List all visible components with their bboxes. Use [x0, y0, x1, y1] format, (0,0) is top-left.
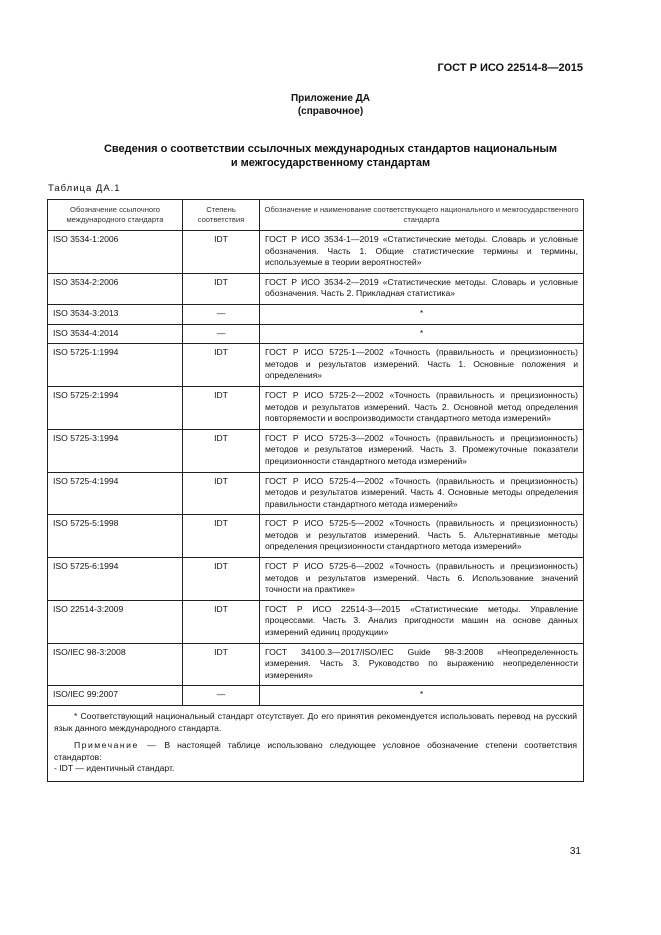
degree-cell: IDT [183, 344, 260, 387]
national-standard-cell: ГОСТ Р ИСО 5725-2—2002 «Точность (правильность и прецизионность) методов и результатов измерений. Часть 2. Основной метод определения повторяемости и воспроизводимости стандартного метода измерений» [260, 386, 584, 429]
degree-cell: — [183, 324, 260, 344]
national-standard-cell: * [260, 324, 584, 344]
table-caption: Таблица ДА.1 [48, 183, 121, 194]
table-footnote: * Соответствующий национальный стандарт отсутствует. До его принятия рекомендуется использовать перевод на русский язык данного международного стандарта. [54, 711, 577, 733]
table-row [48, 344, 584, 387]
section-heading-line-2: и межгосударственному стандартам [230, 157, 431, 169]
note-text: В настоящей таблице использовано следующее условное обозначение степени соответствия стандартов: [54, 740, 577, 762]
iso-standard-cell: ISO 5725-5:1998 [48, 515, 183, 558]
table-row [48, 273, 584, 304]
degree-cell: IDT [183, 600, 260, 643]
iso-standard-cell: ISO 5725-4:1994 [48, 472, 183, 515]
note-item: - IDT — идентичный стандарт. [54, 763, 175, 774]
degree-cell: IDT [183, 515, 260, 558]
table-row [48, 686, 584, 706]
appendix-subtitle: (справочное) [297, 106, 364, 117]
degree-cell: IDT [183, 231, 260, 274]
degree-cell: IDT [183, 273, 260, 304]
table-row [48, 600, 584, 643]
appendix-title: Приложение ДА [290, 93, 371, 104]
column-header-iso: Обозначение ссылочного международного стандарта [48, 200, 183, 231]
national-standard-cell: ГОСТ Р ИСО 3534-2—2019 «Статистические методы. Словарь и условные обозначения. Часть 2. Прикладная статистика» [260, 273, 584, 304]
national-standard-cell: ГОСТ Р ИСО 5725-4—2002 «Точность (правильность и прецизионность) методов и результатов измерений. Часть 4. Основные методы определения правильности стандартного метода измерений» [260, 472, 584, 515]
iso-standard-cell: ISO 3534-3:2013 [48, 304, 183, 324]
national-standard-cell: * [260, 304, 584, 324]
table-footer-cell [48, 706, 584, 782]
table-note [54, 740, 577, 763]
table-row [48, 558, 584, 601]
table-row [48, 304, 584, 324]
note-label: Примечание — [74, 740, 158, 751]
iso-standard-cell: ISO/IEC 99:2007 [48, 686, 183, 706]
national-standard-cell: ГОСТ Р ИСО 3534-1—2019 «Статистические методы. Словарь и условные обозначения. Часть 1. Общие статистические термины и термины, используемые в теории вероятностей» [260, 231, 584, 274]
national-standard-cell: ГОСТ Р ИСО 5725-5—2002 «Точность (правильность и прецизионность) методов и результатов измерений. Часть 5. Альтернативные методы определения прецизионности стандартного метода измерений» [260, 515, 584, 558]
iso-standard-cell: ISO/IEC 98-3:2008 [48, 643, 183, 686]
page-number: 31 [569, 846, 581, 857]
iso-standard-cell: ISO 3534-4:2014 [48, 324, 183, 344]
table-header-row [48, 200, 584, 231]
degree-cell: IDT [183, 558, 260, 601]
national-standard-cell: ГОСТ Р ИСО 5725-6—2002 «Точность (правильность и прецизионность) методов и результатов измерений. Часть 6. Использование значений точности на практике» [260, 558, 584, 601]
degree-cell: IDT [183, 472, 260, 515]
table-row [48, 515, 584, 558]
degree-cell: IDT [183, 429, 260, 472]
iso-standard-cell: ISO 22514-3:2009 [48, 600, 183, 643]
national-standard-cell: ГОСТ 34100.3—2017/ISO/IEC Guide 98-3:2008 «Неопределенность измерения. Часть 3. Руководство по выражению неопределенности измерения» [260, 643, 584, 686]
table-row [48, 324, 584, 344]
national-standard-cell: ГОСТ Р ИСО 5725-1—2002 «Точность (правильность и прецизионность) методов и результатов измерений. Часть 1. Основные положения и определения» [260, 344, 584, 387]
document-code: ГОСТ Р ИСО 22514-8—2015 [437, 62, 583, 74]
table-footer-row [48, 706, 584, 782]
iso-standard-cell: ISO 5725-2:1994 [48, 386, 183, 429]
degree-cell: IDT [183, 643, 260, 686]
table-row [48, 472, 584, 515]
column-header-degree: Степень соответствия [183, 200, 260, 231]
iso-standard-cell: ISO 5725-3:1994 [48, 429, 183, 472]
iso-standard-cell: ISO 5725-1:1994 [48, 344, 183, 387]
national-standard-cell: * [260, 686, 584, 706]
section-heading [60, 142, 601, 170]
table-row [48, 231, 584, 274]
table-row [48, 386, 584, 429]
correspondence-table [47, 199, 584, 782]
table-row [48, 643, 584, 686]
national-standard-cell: ГОСТ Р ИСО 5725-3—2002 «Точность (правильность и прецизионность) методов и результатов измерений. Часть 3. Промежуточные показатели прецизионности стандартного метода измерений» [260, 429, 584, 472]
degree-cell: — [183, 304, 260, 324]
column-header-national: Обозначение и наименование соответствующего национального и межгосударственного стандарта [260, 200, 584, 231]
degree-cell: — [183, 686, 260, 706]
iso-standard-cell: ISO 3534-2:2006 [48, 273, 183, 304]
section-heading-line-1: Сведения о соответствии ссылочных международных стандартов национальным [103, 143, 558, 155]
national-standard-cell: ГОСТ Р ИСО 22514-3—2015 «Статистические методы. Управление процессами. Часть 3. Анализ пригодности машин на основе данных измерений единиц продукции» [260, 600, 584, 643]
iso-standard-cell: ISO 3534-1:2006 [48, 231, 183, 274]
iso-standard-cell: ISO 5725-6:1994 [48, 558, 183, 601]
table-row [48, 429, 584, 472]
appendix-title-block [0, 92, 661, 118]
degree-cell: IDT [183, 386, 260, 429]
